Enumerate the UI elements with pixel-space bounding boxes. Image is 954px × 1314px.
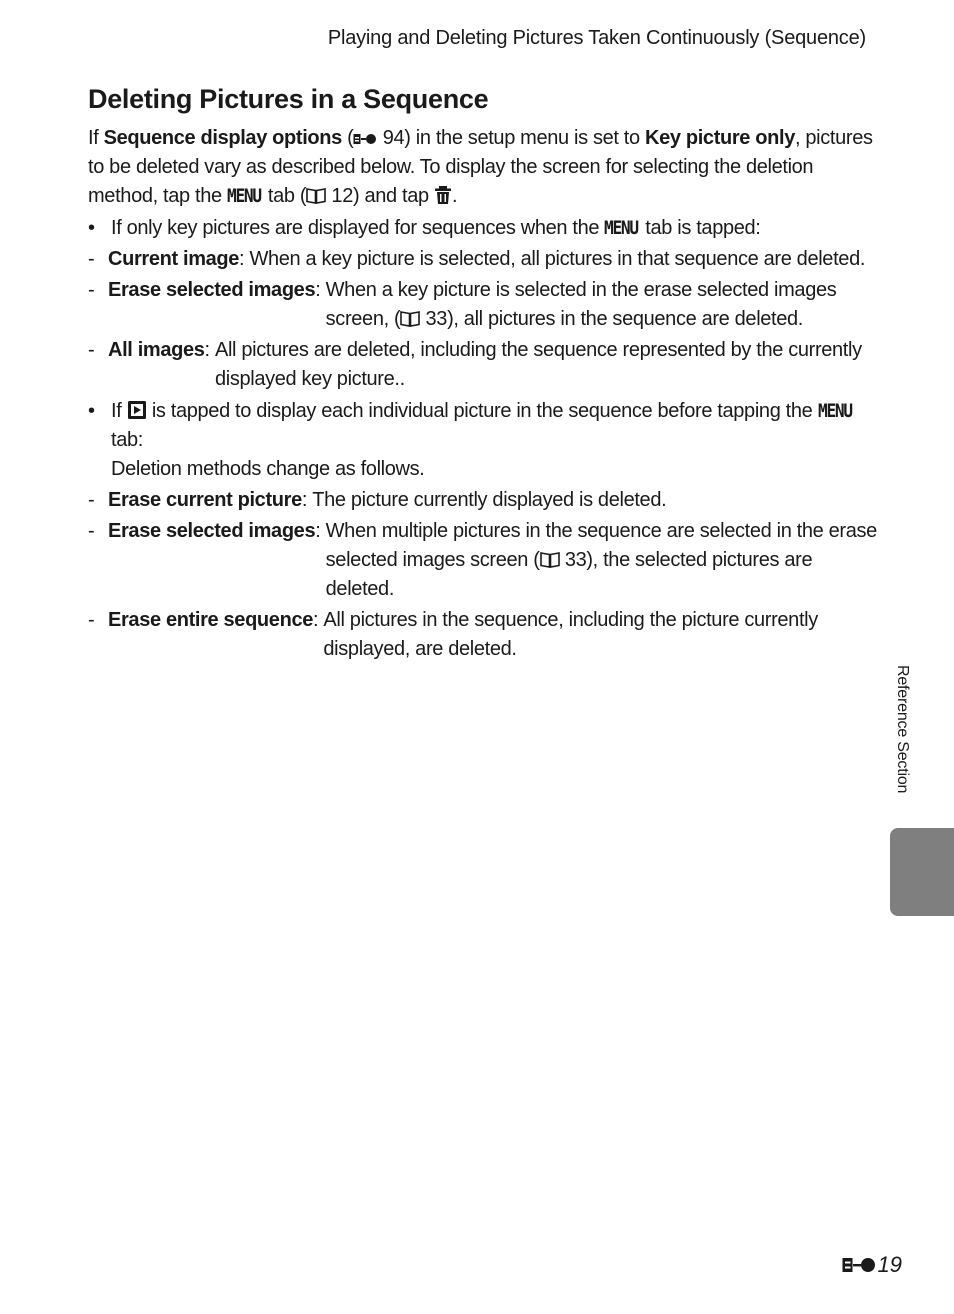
reference-section-icon <box>353 131 377 147</box>
key-picture-only-term: Key picture only <box>645 127 795 149</box>
book-reference-icon <box>400 310 420 328</box>
sequence-display-options-term: Sequence display options <box>103 127 342 149</box>
description-text: When multiple pictures in the sequence are selected in the erase selected images screen ( <box>325 520 877 571</box>
option-description <box>326 276 878 334</box>
intro-text: , pictures to be deleted vary as described below. To display the screen for selecting the deletion method, tap the <box>88 127 873 207</box>
option-erase-current-picture: - Erase current picture: The picture currently displayed is deleted. <box>88 486 878 515</box>
option-description: When a key picture is selected, all pictures in that sequence are deleted. <box>249 248 866 270</box>
bullet-text: If <box>111 400 127 422</box>
option-term: Current image <box>108 248 240 270</box>
intro-text: ( <box>341 127 354 149</box>
intro-text: ) and tap <box>352 185 434 207</box>
option-description: The picture currently displayed is deleted. <box>312 489 667 511</box>
page-number <box>842 1252 902 1278</box>
page-number-value: 19 <box>877 1252 902 1277</box>
menu-icon: MENU <box>817 400 852 422</box>
bullet-key-pictures <box>88 214 878 243</box>
option-description: All pictures are deleted, including the sequence represented by the currently displayed key picture.. <box>214 339 862 390</box>
option-term: Erase selected images <box>108 520 316 542</box>
bullet-text: If only key pictures are displayed for sequences when the <box>111 217 605 239</box>
bullet-dot: • <box>88 400 95 422</box>
option-term: Erase current picture <box>108 489 302 511</box>
section-tab <box>890 828 954 916</box>
option-term: Erase entire sequence <box>108 609 313 631</box>
option-erase-entire-sequence: - Erase entire sequence: All pictures in the sequence, including the picture currently displayed, are deleted. <box>88 606 878 664</box>
bullet-dot: • <box>88 217 95 239</box>
reference-section-icon <box>842 1256 876 1274</box>
trash-icon <box>434 185 452 205</box>
intro-text: If <box>88 127 104 149</box>
dash: - <box>88 279 95 301</box>
dash: - <box>88 520 95 542</box>
intro-text: . <box>451 185 458 207</box>
option-erase-selected-images-2: - Erase selected images: When multiple pictures in the sequence are selected in the erase selected images screen ( 33), the selected pictures are deleted. <box>88 517 878 604</box>
option-current-image: - Current image: When a key picture is selected, all pictures in that sequence are deleted. <box>88 245 878 274</box>
option-description: All pictures in the sequence, including the picture currently displayed, are deleted. <box>323 609 818 660</box>
content <box>88 124 878 664</box>
reference-page: 33 <box>564 549 587 571</box>
option-description <box>326 517 878 604</box>
dash: - <box>88 609 95 631</box>
dash: - <box>88 489 95 511</box>
running-header: Playing and Deleting Pictures Taken Continuously (Sequence) <box>327 27 866 49</box>
description-text: ), the selected pictures are deleted. <box>325 549 813 600</box>
playback-icon <box>127 400 147 420</box>
reference-page: 33 <box>425 308 448 330</box>
reference-page: 12 <box>331 185 353 207</box>
menu-icon: MENU <box>604 217 639 239</box>
option-all-images: - All images: All pictures are deleted, including the sequence represented by the currently displayed key picture.. <box>88 336 878 394</box>
option-term: Erase selected images <box>108 279 316 301</box>
intro-paragraph <box>88 124 878 211</box>
menu-icon: MENU <box>226 185 261 207</box>
dash: - <box>88 248 95 270</box>
bullet-text: Deletion methods change as follows. <box>111 458 425 480</box>
reference-section-label: Reference Section <box>894 665 911 794</box>
intro-text: tab ( <box>262 185 307 207</box>
description-text: When a key picture is selected in the erase selected images screen, ( <box>325 279 837 330</box>
option-term: All images <box>108 339 205 361</box>
section-title: Deleting Pictures in a Sequence <box>88 84 489 114</box>
bullet-text: is tapped to display each individual picture in the sequence before tapping the <box>146 400 818 422</box>
dash: - <box>88 339 95 361</box>
bullet-text: tab: <box>111 429 143 451</box>
book-reference-icon <box>540 551 560 569</box>
reference-page: 94 <box>382 127 405 149</box>
option-erase-selected-images: - Erase selected images: When a key picture is selected in the erase selected images screen, ( 33), all pictures in the sequence are deleted. <box>88 276 878 334</box>
intro-text: ) in the setup menu is set to <box>404 127 645 149</box>
book-reference-icon <box>306 187 326 205</box>
description-text: ), all pictures in the sequence are deleted. <box>447 308 804 330</box>
bullet-text: tab is tapped: <box>640 217 761 239</box>
bullet-individual-pictures <box>88 397 878 484</box>
